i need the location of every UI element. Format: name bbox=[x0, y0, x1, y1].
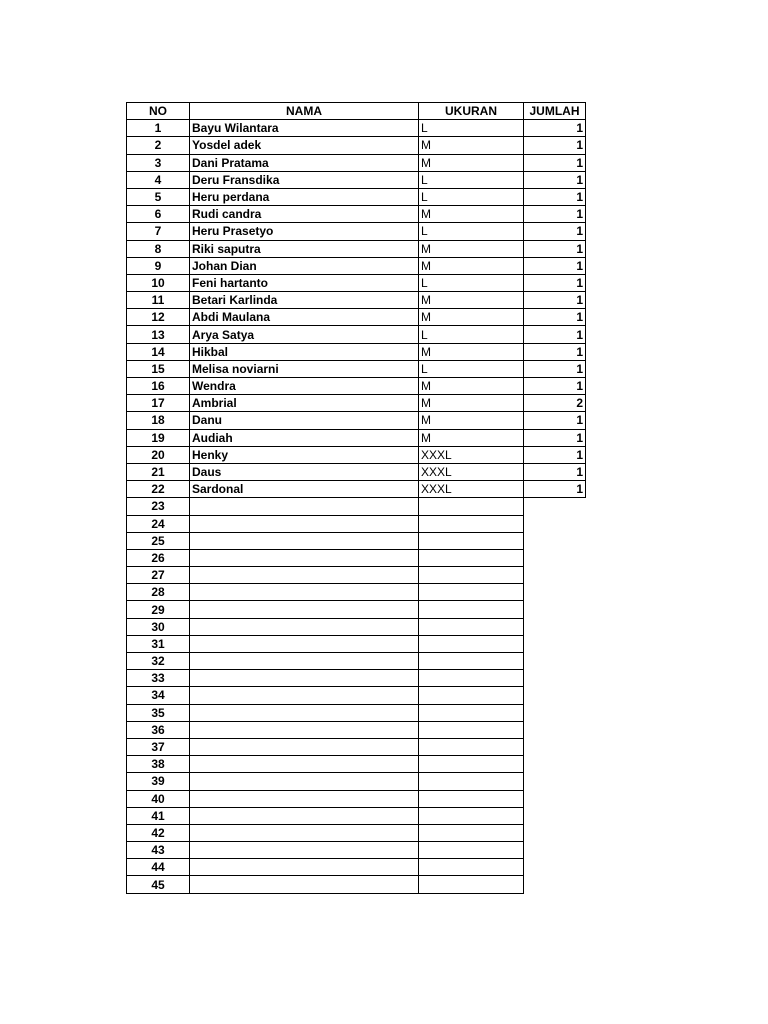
size-cell: M bbox=[419, 154, 524, 171]
quantity-cell bbox=[524, 687, 586, 704]
table-row bbox=[127, 773, 586, 790]
table-row bbox=[127, 395, 586, 412]
row-number-cell: 41 bbox=[127, 807, 190, 824]
quantity-cell bbox=[524, 807, 586, 824]
row-number-cell: 23 bbox=[127, 498, 190, 515]
shirt-size-table bbox=[126, 102, 586, 894]
quantity-cell bbox=[524, 790, 586, 807]
size-cell: M bbox=[419, 240, 524, 257]
table-row bbox=[127, 429, 586, 446]
table-row bbox=[127, 515, 586, 532]
size-cell bbox=[419, 515, 524, 532]
name-cell bbox=[190, 842, 419, 859]
row-number-cell: 14 bbox=[127, 343, 190, 360]
quantity-cell bbox=[524, 601, 586, 618]
table-row bbox=[127, 223, 586, 240]
quantity-cell: 1 bbox=[524, 412, 586, 429]
size-cell: L bbox=[419, 120, 524, 137]
row-number-cell: 38 bbox=[127, 756, 190, 773]
quantity-cell bbox=[524, 859, 586, 876]
size-cell: L bbox=[419, 223, 524, 240]
table-row bbox=[127, 532, 586, 549]
name-cell bbox=[190, 532, 419, 549]
table-row bbox=[127, 549, 586, 566]
table-row bbox=[127, 790, 586, 807]
quantity-cell bbox=[524, 532, 586, 549]
table-row bbox=[127, 618, 586, 635]
quantity-cell: 1 bbox=[524, 206, 586, 223]
size-cell: M bbox=[419, 292, 524, 309]
table-row bbox=[127, 412, 586, 429]
size-cell bbox=[419, 824, 524, 841]
size-cell bbox=[419, 601, 524, 618]
quantity-cell bbox=[524, 824, 586, 841]
table-row bbox=[127, 309, 586, 326]
quantity-cell bbox=[524, 498, 586, 515]
quantity-cell: 1 bbox=[524, 326, 586, 343]
row-number-cell: 4 bbox=[127, 171, 190, 188]
size-cell: L bbox=[419, 360, 524, 377]
table-row bbox=[127, 738, 586, 755]
quantity-cell bbox=[524, 515, 586, 532]
name-cell: Riki saputra bbox=[190, 240, 419, 257]
name-cell: Daus bbox=[190, 463, 419, 480]
size-cell bbox=[419, 567, 524, 584]
quantity-cell: 1 bbox=[524, 343, 586, 360]
size-cell bbox=[419, 756, 524, 773]
table-row bbox=[127, 704, 586, 721]
quantity-cell bbox=[524, 549, 586, 566]
table-row bbox=[127, 326, 586, 343]
size-cell: L bbox=[419, 326, 524, 343]
table-row bbox=[127, 154, 586, 171]
row-number-cell: 45 bbox=[127, 876, 190, 893]
row-number-cell: 29 bbox=[127, 601, 190, 618]
size-cell: M bbox=[419, 257, 524, 274]
name-cell bbox=[190, 721, 419, 738]
size-cell bbox=[419, 842, 524, 859]
header-jumlah: JUMLAH bbox=[524, 103, 586, 120]
name-cell: Danu bbox=[190, 412, 419, 429]
size-cell bbox=[419, 670, 524, 687]
table-row bbox=[127, 481, 586, 498]
row-number-cell: 42 bbox=[127, 824, 190, 841]
size-cell: M bbox=[419, 412, 524, 429]
table-row bbox=[127, 859, 586, 876]
row-number-cell: 25 bbox=[127, 532, 190, 549]
name-cell: Abdi Maulana bbox=[190, 309, 419, 326]
table-row bbox=[127, 876, 586, 893]
row-number-cell: 17 bbox=[127, 395, 190, 412]
quantity-cell: 2 bbox=[524, 395, 586, 412]
name-cell: Sardonal bbox=[190, 481, 419, 498]
size-cell: L bbox=[419, 171, 524, 188]
quantity-cell bbox=[524, 738, 586, 755]
size-cell: M bbox=[419, 137, 524, 154]
quantity-cell: 1 bbox=[524, 378, 586, 395]
quantity-cell: 1 bbox=[524, 188, 586, 205]
name-cell: Wendra bbox=[190, 378, 419, 395]
table-row bbox=[127, 721, 586, 738]
size-cell: L bbox=[419, 274, 524, 291]
name-cell: Bayu Wilantara bbox=[190, 120, 419, 137]
row-number-cell: 28 bbox=[127, 584, 190, 601]
quantity-cell: 1 bbox=[524, 240, 586, 257]
table-row bbox=[127, 274, 586, 291]
name-cell bbox=[190, 807, 419, 824]
row-number-cell: 15 bbox=[127, 360, 190, 377]
name-cell bbox=[190, 876, 419, 893]
size-cell bbox=[419, 532, 524, 549]
row-number-cell: 22 bbox=[127, 481, 190, 498]
row-number-cell: 16 bbox=[127, 378, 190, 395]
name-cell bbox=[190, 670, 419, 687]
size-cell: M bbox=[419, 309, 524, 326]
size-cell: M bbox=[419, 378, 524, 395]
name-cell bbox=[190, 601, 419, 618]
row-number-cell: 1 bbox=[127, 120, 190, 137]
size-cell: M bbox=[419, 429, 524, 446]
size-cell bbox=[419, 549, 524, 566]
row-number-cell: 39 bbox=[127, 773, 190, 790]
size-cell bbox=[419, 584, 524, 601]
name-cell bbox=[190, 738, 419, 755]
quantity-cell bbox=[524, 756, 586, 773]
size-cell bbox=[419, 790, 524, 807]
size-cell bbox=[419, 704, 524, 721]
size-cell: M bbox=[419, 206, 524, 223]
table-row bbox=[127, 120, 586, 137]
header-no: NO bbox=[127, 103, 190, 120]
size-cell bbox=[419, 498, 524, 515]
row-number-cell: 2 bbox=[127, 137, 190, 154]
name-cell bbox=[190, 635, 419, 652]
row-number-cell: 21 bbox=[127, 463, 190, 480]
name-cell: Henky bbox=[190, 446, 419, 463]
table-row bbox=[127, 584, 586, 601]
quantity-cell bbox=[524, 584, 586, 601]
name-cell: Audiah bbox=[190, 429, 419, 446]
name-cell bbox=[190, 653, 419, 670]
quantity-cell: 1 bbox=[524, 223, 586, 240]
name-cell bbox=[190, 567, 419, 584]
size-cell bbox=[419, 773, 524, 790]
quantity-cell: 1 bbox=[524, 429, 586, 446]
table-row bbox=[127, 687, 586, 704]
table-header bbox=[127, 103, 586, 120]
name-cell bbox=[190, 498, 419, 515]
name-cell bbox=[190, 773, 419, 790]
quantity-cell bbox=[524, 635, 586, 652]
header-ukuran: UKURAN bbox=[419, 103, 524, 120]
row-number-cell: 12 bbox=[127, 309, 190, 326]
quantity-cell: 1 bbox=[524, 292, 586, 309]
name-cell: Johan Dian bbox=[190, 257, 419, 274]
row-number-cell: 8 bbox=[127, 240, 190, 257]
table-row bbox=[127, 446, 586, 463]
quantity-cell: 1 bbox=[524, 309, 586, 326]
quantity-cell bbox=[524, 773, 586, 790]
table-row bbox=[127, 137, 586, 154]
name-cell: Deru Fransdika bbox=[190, 171, 419, 188]
size-cell: M bbox=[419, 343, 524, 360]
row-number-cell: 3 bbox=[127, 154, 190, 171]
table-row bbox=[127, 567, 586, 584]
quantity-cell: 1 bbox=[524, 137, 586, 154]
row-number-cell: 24 bbox=[127, 515, 190, 532]
row-number-cell: 33 bbox=[127, 670, 190, 687]
table-row bbox=[127, 240, 586, 257]
quantity-cell: 1 bbox=[524, 360, 586, 377]
name-cell bbox=[190, 824, 419, 841]
quantity-cell: 1 bbox=[524, 446, 586, 463]
name-cell: Rudi candra bbox=[190, 206, 419, 223]
name-cell: Yosdel adek bbox=[190, 137, 419, 154]
row-number-cell: 26 bbox=[127, 549, 190, 566]
row-number-cell: 18 bbox=[127, 412, 190, 429]
size-cell: XXXL bbox=[419, 463, 524, 480]
size-cell bbox=[419, 738, 524, 755]
table-row bbox=[127, 824, 586, 841]
row-number-cell: 5 bbox=[127, 188, 190, 205]
size-cell bbox=[419, 807, 524, 824]
name-cell bbox=[190, 704, 419, 721]
name-cell bbox=[190, 515, 419, 532]
name-cell bbox=[190, 756, 419, 773]
name-cell: Heru Prasetyo bbox=[190, 223, 419, 240]
table-row bbox=[127, 206, 586, 223]
table-row bbox=[127, 188, 586, 205]
quantity-cell: 1 bbox=[524, 481, 586, 498]
row-number-cell: 37 bbox=[127, 738, 190, 755]
row-number-cell: 19 bbox=[127, 429, 190, 446]
row-number-cell: 20 bbox=[127, 446, 190, 463]
name-cell bbox=[190, 687, 419, 704]
name-cell: Dani Pratama bbox=[190, 154, 419, 171]
table-row bbox=[127, 842, 586, 859]
row-number-cell: 13 bbox=[127, 326, 190, 343]
row-number-cell: 6 bbox=[127, 206, 190, 223]
quantity-cell bbox=[524, 653, 586, 670]
row-number-cell: 43 bbox=[127, 842, 190, 859]
size-cell bbox=[419, 687, 524, 704]
table-body bbox=[127, 120, 586, 893]
quantity-cell bbox=[524, 704, 586, 721]
table-row bbox=[127, 653, 586, 670]
header-row bbox=[127, 103, 586, 120]
header-nama: NAMA bbox=[190, 103, 419, 120]
row-number-cell: 9 bbox=[127, 257, 190, 274]
size-cell: L bbox=[419, 188, 524, 205]
table-row bbox=[127, 756, 586, 773]
name-cell bbox=[190, 790, 419, 807]
quantity-cell bbox=[524, 721, 586, 738]
name-cell bbox=[190, 859, 419, 876]
quantity-cell: 1 bbox=[524, 154, 586, 171]
size-cell bbox=[419, 859, 524, 876]
table-row bbox=[127, 670, 586, 687]
size-cell bbox=[419, 653, 524, 670]
table-row bbox=[127, 635, 586, 652]
row-number-cell: 31 bbox=[127, 635, 190, 652]
size-cell bbox=[419, 635, 524, 652]
size-cell: XXXL bbox=[419, 481, 524, 498]
quantity-cell: 1 bbox=[524, 171, 586, 188]
name-cell: Ambrial bbox=[190, 395, 419, 412]
table-row bbox=[127, 360, 586, 377]
size-cell bbox=[419, 721, 524, 738]
quantity-cell bbox=[524, 842, 586, 859]
quantity-cell bbox=[524, 618, 586, 635]
size-cell bbox=[419, 876, 524, 893]
quantity-cell: 1 bbox=[524, 120, 586, 137]
table-row bbox=[127, 343, 586, 360]
name-cell: Arya Satya bbox=[190, 326, 419, 343]
quantity-cell bbox=[524, 876, 586, 893]
row-number-cell: 44 bbox=[127, 859, 190, 876]
row-number-cell: 35 bbox=[127, 704, 190, 721]
table-row bbox=[127, 171, 586, 188]
name-cell bbox=[190, 618, 419, 635]
row-number-cell: 27 bbox=[127, 567, 190, 584]
table-row bbox=[127, 463, 586, 480]
table-row bbox=[127, 498, 586, 515]
name-cell bbox=[190, 584, 419, 601]
size-cell: XXXL bbox=[419, 446, 524, 463]
name-cell bbox=[190, 549, 419, 566]
name-cell: Hikbal bbox=[190, 343, 419, 360]
table-row bbox=[127, 257, 586, 274]
table-row bbox=[127, 292, 586, 309]
name-cell: Feni hartanto bbox=[190, 274, 419, 291]
row-number-cell: 30 bbox=[127, 618, 190, 635]
table-row bbox=[127, 807, 586, 824]
row-number-cell: 40 bbox=[127, 790, 190, 807]
name-cell: Betari Karlinda bbox=[190, 292, 419, 309]
quantity-cell: 1 bbox=[524, 463, 586, 480]
row-number-cell: 32 bbox=[127, 653, 190, 670]
table-row bbox=[127, 378, 586, 395]
name-cell: Melisa noviarni bbox=[190, 360, 419, 377]
quantity-cell: 1 bbox=[524, 274, 586, 291]
size-cell: M bbox=[419, 395, 524, 412]
quantity-cell bbox=[524, 670, 586, 687]
row-number-cell: 10 bbox=[127, 274, 190, 291]
row-number-cell: 34 bbox=[127, 687, 190, 704]
row-number-cell: 7 bbox=[127, 223, 190, 240]
size-cell bbox=[419, 618, 524, 635]
name-cell: Heru perdana bbox=[190, 188, 419, 205]
row-number-cell: 36 bbox=[127, 721, 190, 738]
quantity-cell: 1 bbox=[524, 257, 586, 274]
row-number-cell: 11 bbox=[127, 292, 190, 309]
quantity-cell bbox=[524, 567, 586, 584]
table-row bbox=[127, 601, 586, 618]
